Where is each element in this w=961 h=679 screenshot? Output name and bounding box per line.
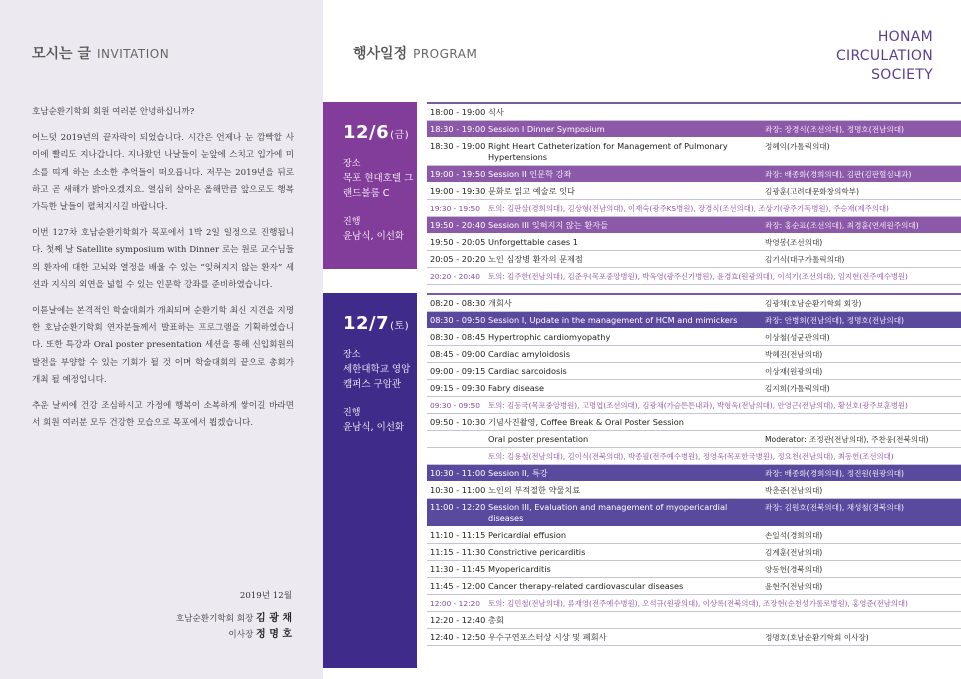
- schedule-speaker: Moderator: 조정관(전남의대), 주찬웅(전북의대): [765, 435, 929, 444]
- schedule-row: [427, 295, 961, 312]
- schedule-speaker: 좌장: 김원호(전북의대), 채성철(경북의대): [765, 503, 905, 512]
- schedule-speaker: 김지희(가톨릭의대): [765, 384, 830, 393]
- schedule-title: 토의: 김판살(경희의대), 김상형(전남의대), 이재숙(광주KS병원), 장경식(조선의대), 조상기(광주기독병원), 주승재(제주의대): [488, 204, 889, 213]
- schedule-speaker: 이상철(성균관의대): [765, 333, 830, 342]
- schedule-title: 노인 심장병 환자의 문제점: [488, 254, 583, 264]
- program-heading-en: PROGRAM: [413, 47, 478, 61]
- schedule-time: 19:30 - 19:50: [430, 204, 480, 213]
- invitation-paragraph: 이튿날에는 본격적인 학술대회가 개최되며 순환기학 최신 지견을 지명한 호남순환기학회 연자분들께서 발표하는 프로그램을 기획하였습니다. 또한 특강과 Oral poster presentation 세션을 통해 신입회원의 발전을 부양할 수 있는 기회가 될 것 이며 학술대회의 끝으로 총회가 개최 될 예정입니다.: [32, 306, 294, 385]
- schedule-time: 08:45 - 09:00: [430, 349, 486, 359]
- day-date: [343, 313, 417, 334]
- schedule-title: Session II, 특강: [488, 468, 548, 478]
- society-line: SOCIETY: [871, 67, 933, 83]
- session-header-row: [427, 499, 961, 527]
- signer-name: 김 광 채: [256, 612, 292, 624]
- schedule-title: Session I, Update in the management of HCM and mimickers: [488, 315, 738, 325]
- program-heading-kr: 행사일정: [353, 46, 408, 62]
- letter-date: 2019년 12월: [239, 591, 292, 601]
- schedule-time: 08:30 - 09:50: [430, 315, 486, 325]
- schedule-row: [427, 380, 961, 397]
- invitation-paragraph: 호남순환기학회 회원 여러분 안녕하십니까?: [32, 107, 195, 117]
- schedule-time: 19:50 - 20:40: [430, 220, 486, 230]
- schedule-time: 11:30 - 11:45: [430, 564, 486, 574]
- schedule-title: 개회사: [488, 298, 512, 308]
- signer-name: 정 명 호: [256, 629, 292, 640]
- schedule-row: [427, 104, 961, 121]
- session-header-row: [427, 121, 961, 138]
- schedule-time: 10:30 - 11:00: [430, 485, 486, 495]
- schedule-title: 토의: 김민철(전남의대), 류재영(전주예수병원), 오석규(원광의대), 이상록(전북의대), 조장현(순천성가롤로병원), 홍영준(전남의대): [488, 599, 908, 608]
- schedule-title: 토의: 김동국(목포중앙병원), 고명엽(조선의대), 김광채(가슴튼튼내과), 박형욱(전남의대), 안영근(전남의대), 황선호(광주보훈병원): [488, 401, 908, 410]
- schedule-time: 20:05 - 20:20: [430, 254, 486, 264]
- schedule-title: Right Heart Catheterization for Management of Pulmonary Hypertensions: [488, 141, 728, 162]
- schedule-time: 09:30 - 09:50: [430, 401, 480, 410]
- session-header-row: [427, 312, 961, 329]
- schedule-speaker: 양동헌(경북의대): [765, 565, 823, 574]
- schedule-speaker: 정명호(호남순환기학회 이사장): [765, 633, 869, 642]
- schedule-title: Pericardial effusion: [488, 530, 567, 540]
- invitation-panel: [0, 0, 323, 679]
- schedule-time: 20:20 - 20:40: [430, 272, 480, 281]
- schedule-title: Oral poster presentation: [488, 434, 589, 444]
- program-panel: [323, 0, 960, 679]
- schedule-title: Unforgettable cases 1: [488, 237, 578, 247]
- schedule-row: [427, 482, 961, 499]
- invitation-heading-kr: 모시는 글: [32, 46, 91, 62]
- discussion-row: [427, 200, 961, 217]
- schedule-speaker: 김계훈(전남의대): [765, 548, 823, 557]
- schedule-time: 11:00 - 12:20: [430, 502, 486, 512]
- day-box-2: [323, 293, 417, 668]
- place-value: 목포 현대호텔 그랜드볼룸 C: [343, 173, 414, 199]
- invitation-heading-en: INVITATION: [96, 47, 170, 61]
- schedule-title: Session I Dinner Symposium: [488, 124, 605, 134]
- schedule-time: 12:40 - 12:50: [430, 632, 486, 642]
- schedule-speaker: 박혜진(전남의대): [765, 350, 823, 359]
- schedule-row: [427, 544, 961, 561]
- invitation-body: [32, 104, 294, 441]
- place-value: 세한대학교 영암캠퍼스 구암관: [343, 364, 411, 390]
- session-header-row: [427, 465, 961, 482]
- schedule-title: Session II 인문학 강좌: [488, 169, 572, 179]
- schedule-title: Cardiac sarcoidosis: [488, 366, 567, 376]
- schedule-time: 11:45 - 12:00: [430, 581, 486, 591]
- session-header-row: [427, 217, 961, 234]
- schedule-speaker: 김광훈(고려대문화창의학부): [765, 187, 859, 196]
- schedule-title: 문화로 읽고 예술로 잇다: [488, 186, 575, 196]
- society-line: CIRCULATION: [835, 48, 933, 64]
- schedule-time: 11:10 - 11:15: [430, 530, 486, 540]
- schedule-speaker: 좌장: 배종화(경희의대), 김판(김판혈심내과): [765, 170, 912, 179]
- schedule-title: 기념사진촬영, Coffee Break & Oral Poster Session: [488, 417, 684, 427]
- schedule-title: 토의: 김용철(전남의대), 김이식(전북의대), 박종필(전주예수병원), 정영욱(목포한국병원), 정요천(전남의대), 최동헌(조선의대): [488, 452, 894, 461]
- signer-role: 이사장: [228, 630, 254, 640]
- mc-value: 윤남식, 이선화: [343, 231, 405, 242]
- schedule-table-day2: [427, 293, 961, 646]
- schedule-time: 19:50 - 20:05: [430, 237, 486, 247]
- signature-line: [176, 627, 292, 644]
- schedule-table-day1: [427, 102, 961, 285]
- day-box-1: [323, 102, 417, 269]
- schedule-time: 10:30 - 11:00: [430, 468, 486, 478]
- schedule-row: [427, 183, 961, 200]
- schedule-row: [427, 612, 961, 629]
- schedule-time: 08:30 - 08:45: [430, 332, 486, 342]
- invitation-heading: [32, 43, 169, 63]
- schedule-title: 우수구연포스터상 시상 및 폐회사: [488, 632, 607, 642]
- schedule-speaker: 윤현주(전남의대): [765, 582, 823, 591]
- discussion-row: [427, 595, 961, 612]
- program-heading: [353, 43, 477, 63]
- schedule-time: 19:00 - 19:50: [430, 169, 486, 179]
- schedule-speaker: 이상재(원광의대): [765, 367, 823, 376]
- schedule-time: 12:00 - 12:20: [430, 599, 480, 608]
- day-weekday: (금): [390, 130, 410, 141]
- schedule-speaker: 손일석(경희의대): [765, 531, 823, 540]
- schedule-title: Fabry disease: [488, 383, 545, 393]
- schedule-time: 18:00 - 19:00: [430, 107, 486, 117]
- schedule-title: 총회: [488, 615, 504, 625]
- schedule-title: Session III, Evaluation and management of myopericardial diseases: [488, 502, 728, 523]
- signer-role: 호남순환기학회 회장: [175, 613, 254, 624]
- society-line: HONAM: [877, 29, 933, 45]
- day-date: [343, 122, 417, 143]
- schedule-title: Constrictive pericarditis: [488, 547, 586, 557]
- schedule-row: [427, 346, 961, 363]
- schedule-time: 12:20 - 12:40: [430, 615, 486, 625]
- schedule-row: [427, 414, 961, 431]
- invitation-paragraph: 어느덧 2019년의 끝자락이 되었습니다. 시간은 언제나 눈 깜빡할 사이에 빨리도 지나갑니다. 지나왔던 나날들이 눈앞에 스치고 입가에 미소를 띠게 하는 소소한 추억들이 떠오릅니다. 저무는 2019년을 뒤로하고 곧 새해가 밝아오겠지요. 열심히 살아온 올해만큼 앞으로도 행복 가득한 날들이 펼쳐지시길 바랍니다.: [32, 133, 294, 213]
- schedule-row: [427, 578, 961, 595]
- schedule-row: [427, 527, 961, 544]
- schedule-title: 노인의 부적절한 약물치료: [488, 485, 581, 495]
- schedule-speaker: 박춘준(전남의대): [765, 486, 823, 495]
- session-header-row: [427, 166, 961, 183]
- schedule-title: Cancer therapy-related cardiovascular diseases: [488, 581, 684, 591]
- mc-label: 진행: [343, 217, 361, 227]
- discussion-row: [427, 268, 961, 285]
- discussion-row: [427, 448, 961, 465]
- society-logo-text: [836, 28, 933, 85]
- schedule-title: Cardiac amyloidosis: [488, 349, 570, 359]
- schedule-row: [427, 431, 961, 448]
- invitation-paragraph: 이번 127차 호남순환기학회가 목포에서 1박 2일 일정으로 진행됩니다. 첫째 날 Satellite symposium with Dinner 로는 원로 교수님들의 환자에 대한 고뇌와 열정을 배울 수 있는 “잊혀지지 않는 환자” 세션과 지식의 외연을 넓힐 수 있는 인문학 강좌를 준비하였습니다.: [32, 228, 294, 290]
- schedule-row: [427, 629, 961, 646]
- mc-label: 진행: [343, 408, 361, 418]
- schedule-speaker: 김기식(대구가톨릭의대): [765, 255, 845, 264]
- day-date-text: 12/7: [343, 313, 390, 334]
- schedule-speaker: 좌장: 배종화(경희의대), 정진원(원광의대): [765, 469, 905, 478]
- day-date-text: 12/6: [343, 122, 390, 143]
- invitation-paragraph: 추운 날씨에 건강 조심하시고 가정에 행복이 소복하게 쌓이길 바라면서 회원 여러분 모두 건강한 모습으로 목포에서 뵙겠습니다.: [32, 401, 294, 429]
- schedule-time: 08:20 - 08:30: [430, 298, 486, 308]
- schedule-time: 18:30 - 19:00: [430, 141, 486, 151]
- signature-line: [176, 611, 292, 628]
- schedule-title: Hypertrophic cardiomyopathy: [488, 332, 611, 342]
- schedule-speaker: 정혜익(가톨릭의대): [765, 142, 830, 151]
- schedule-time: 19:00 - 19:30: [430, 186, 486, 196]
- schedule-speaker: 김광채(호남순환기학회 회장): [765, 299, 862, 308]
- schedule-row: [427, 329, 961, 346]
- schedule-title: 토의: 김주한(전남의대), 김준우(목포중앙병원), 박욱영(광주신기병원), 윤경효(원광의대), 이석기(조선의대), 임지현(전주예수병원): [488, 272, 908, 281]
- schedule-speaker: 박영봉(조선의대): [765, 238, 823, 247]
- schedule-speaker: 좌장: 홍순표(조선의대), 최경훈(연세원주의대): [765, 221, 919, 230]
- schedule-speaker: 좌장: 안병희(전남의대), 정명호(전남의대): [765, 316, 905, 325]
- schedule-row: [427, 234, 961, 251]
- schedule-row: [427, 251, 961, 268]
- schedule-title: Myopericarditis: [488, 564, 551, 574]
- day-weekday: (토): [390, 321, 410, 332]
- schedule-time: 11:15 - 11:30: [430, 547, 486, 557]
- place-label: 장소: [343, 159, 361, 169]
- schedule-time: 09:50 - 10:30: [430, 417, 486, 427]
- place-label: 장소: [343, 350, 361, 360]
- schedule-row: [427, 561, 961, 578]
- schedule-time: 09:15 - 09:30: [430, 383, 486, 393]
- schedule-speaker: 좌장: 장경식(조선의대), 정명호(전남의대): [765, 125, 905, 134]
- schedule-title: Session III 잊혀지지 않는 환자들: [488, 220, 609, 230]
- schedule-time: 18:30 - 19:00: [430, 124, 486, 134]
- schedule-row: [427, 363, 961, 380]
- signature-block: [176, 589, 292, 644]
- schedule-row: [427, 138, 961, 166]
- schedule-time: 09:00 - 09:15: [430, 366, 486, 376]
- discussion-row: [427, 397, 961, 414]
- mc-value: 윤남식, 이선화: [343, 422, 405, 433]
- schedule-title: 식사: [488, 107, 504, 117]
